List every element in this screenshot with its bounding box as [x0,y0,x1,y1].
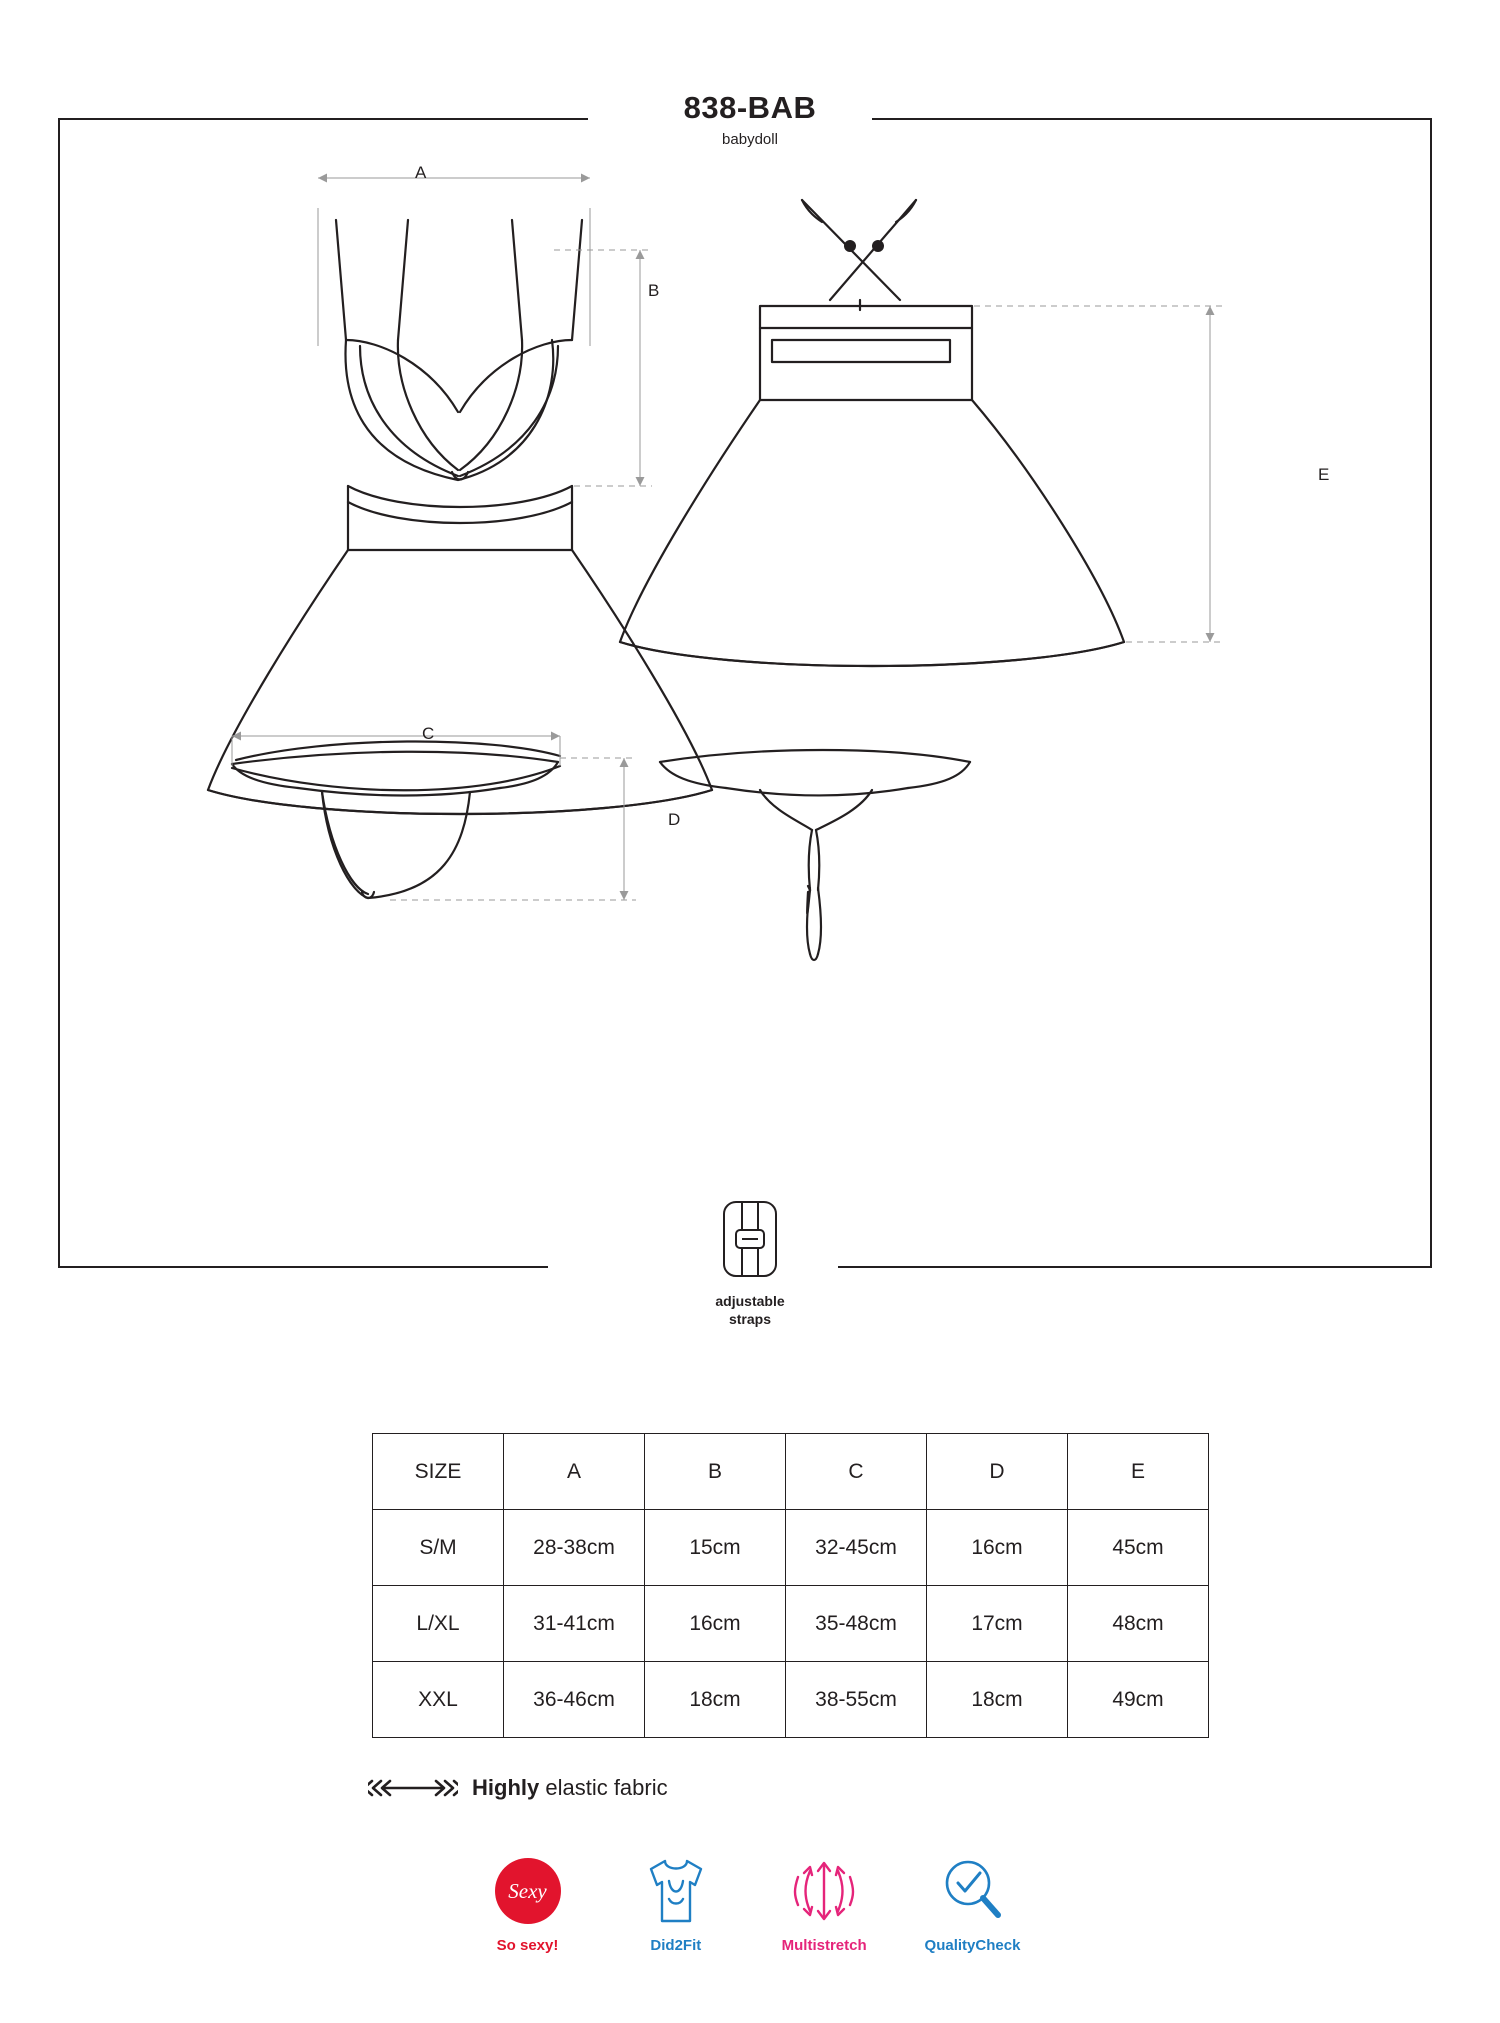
sexy-circle-icon [460,1855,595,1927]
badge-row [460,1855,1040,1954]
cell-e: 48cm [1068,1586,1209,1662]
badge-so-sexy [460,1855,595,1954]
sexy-circle-glyph: Sexy [495,1858,561,1924]
cell-c: 32-45cm [786,1510,927,1586]
cell-d: 17cm [927,1586,1068,1662]
adjustable-straps-icon [710,1196,790,1282]
elastic-fabric-text [472,1775,668,1801]
badge-did2fit [608,1855,743,1954]
dimension-label-e: E [1318,465,1330,484]
frame-border-bottom-left [58,1266,548,1268]
cell-size: L/XL [373,1586,504,1662]
header-e: E [1068,1434,1209,1510]
cell-e: 45cm [1068,1510,1209,1586]
multistretch-arrows-icon [757,1855,892,1927]
cell-a: 28-38cm [504,1510,645,1586]
header-a: A [504,1434,645,1510]
technical-drawing [60,150,1440,1200]
table-header-row [373,1434,1209,1510]
cell-a: 31-41cm [504,1586,645,1662]
cell-size: S/M [373,1510,504,1586]
stretch-arrows-icon [368,1776,458,1800]
cell-size: XXL [373,1662,504,1738]
badge-label-so-sexy: So sexy! [496,1937,559,1954]
frame-border-bottom-right [838,1266,1432,1268]
elastic-fabric-note [368,1775,668,1801]
table-row [373,1586,1209,1662]
dimension-label-d: D [668,810,681,829]
adjustable-straps-feature [690,1196,810,1328]
badge-multistretch [757,1855,892,1954]
dimension-label-b: B [648,281,660,300]
dimension-label-c: C [422,724,435,743]
adjustable-straps-caption: adjustable straps [715,1293,785,1327]
did2fit-garment-icon [608,1855,743,1927]
header-size: SIZE [373,1434,504,1510]
badge-label-did2fit: Did2Fit [650,1937,702,1954]
cell-b: 18cm [645,1662,786,1738]
table-row [373,1662,1209,1738]
product-type: babydoll [722,130,778,148]
cell-a: 36-46cm [504,1662,645,1738]
cell-c: 35-48cm [786,1586,927,1662]
cell-d: 16cm [927,1510,1068,1586]
header-b: B [645,1434,786,1510]
size-table [372,1433,1209,1738]
table-row [373,1510,1209,1586]
cell-b: 16cm [645,1586,786,1662]
badge-label-qualitycheck: QualityCheck [924,1937,1021,1954]
elastic-fabric-rest: elastic fabric [539,1775,668,1800]
title-block [0,92,1500,148]
cell-d: 18cm [927,1662,1068,1738]
header-c: C [786,1434,927,1510]
cell-e: 49cm [1068,1662,1209,1738]
cell-c: 38-55cm [786,1662,927,1738]
dimension-label-a: A [415,163,427,182]
cell-b: 15cm [645,1510,786,1586]
header-d: D [927,1434,1068,1510]
qualitycheck-magnifier-icon [905,1855,1040,1927]
product-code: 838-BAB [683,90,817,125]
badge-qualitycheck [905,1855,1040,1954]
elastic-fabric-bold: Highly [472,1775,540,1800]
badge-label-multistretch: Multistretch [781,1937,867,1954]
